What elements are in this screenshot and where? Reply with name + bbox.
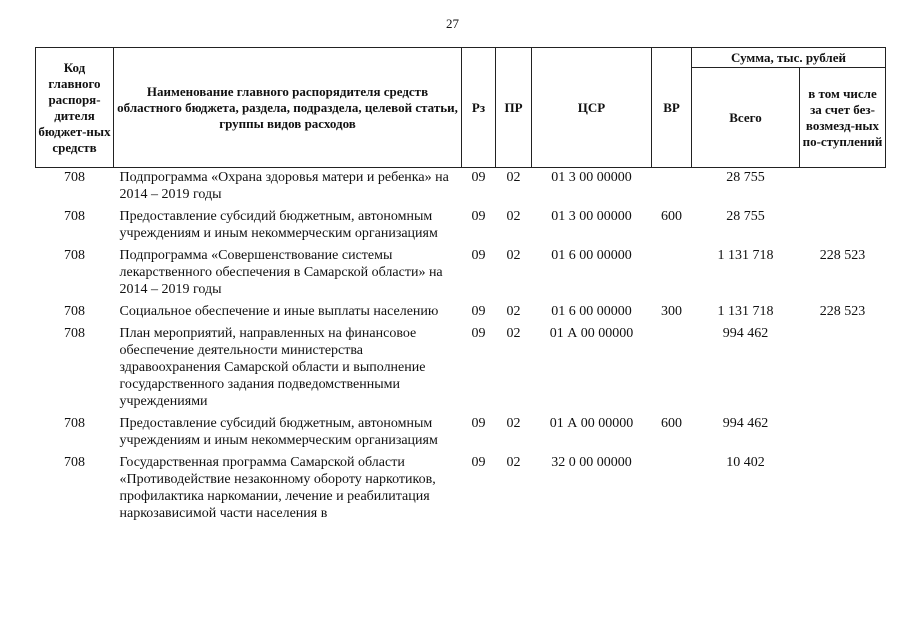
table-row <box>36 246 886 302</box>
csr-cell: 01 3 00 00000 <box>551 170 632 185</box>
total-cell: 28 755 <box>726 209 765 224</box>
total-cell: 994 462 <box>722 416 769 431</box>
pr-cell: 02 <box>506 416 521 431</box>
vr-cell: 300 <box>661 304 682 319</box>
header-rz: Рз <box>462 48 496 168</box>
code-cell: 708 <box>64 248 85 263</box>
pr-cell: 02 <box>506 170 521 185</box>
header-sum-group: Сумма, тыс. рублей <box>692 48 886 68</box>
rz-cell: 09 <box>471 326 486 341</box>
rz-cell: 09 <box>471 248 486 263</box>
code-cell: 708 <box>64 304 85 319</box>
code-cell: 708 <box>64 170 85 185</box>
total-cell: 1 131 718 <box>717 248 774 263</box>
table-row <box>36 453 886 526</box>
header-code: Код главного распоря-дителя бюджет-ных средств <box>36 48 114 168</box>
code-cell: 708 <box>64 455 85 470</box>
incl-cell <box>800 324 886 414</box>
table-row <box>36 414 886 453</box>
csr-cell: 01 3 00 00000 <box>551 209 632 224</box>
table-row <box>36 207 886 246</box>
incl-cell <box>800 168 886 208</box>
total-cell: 10 402 <box>726 455 765 470</box>
incl-cell <box>800 207 886 246</box>
code-cell: 708 <box>64 416 85 431</box>
header-incl: в том числе за счет без-возмезд-ных по-ступлений <box>800 68 886 168</box>
header-pr: ПР <box>496 48 532 168</box>
name-cell: Государственная программа Самарской области «Противодействие незаконному обороту наркотиков, профилактика наркомании, лечение и реабилитация наркозависимой части населения в <box>119 455 436 521</box>
name-cell: Предоставление субсидий бюджетным, автономным учреждениям и иным некоммерческим организациям <box>119 416 438 448</box>
code-cell: 708 <box>64 326 85 341</box>
vr-cell: 600 <box>661 416 682 431</box>
rz-cell: 09 <box>471 455 486 470</box>
header-vr: ВР <box>652 48 692 168</box>
table-row <box>36 302 886 324</box>
name-cell: Предоставление субсидий бюджетным, автономным учреждениям и иным некоммерческим организациям <box>119 209 438 241</box>
pr-cell: 02 <box>506 209 521 224</box>
pr-cell: 02 <box>506 248 521 263</box>
incl-cell <box>800 414 886 453</box>
incl-cell <box>800 453 886 526</box>
name-cell: Подпрограмма «Совершенствование системы лекарственного обеспечения в Самарской области» на 2014 – 2019 годы <box>119 248 443 297</box>
table-body <box>36 168 886 527</box>
vr-cell: 600 <box>661 209 682 224</box>
total-cell: 28 755 <box>726 170 765 185</box>
total-cell: 994 462 <box>722 326 769 341</box>
table-row <box>36 168 886 208</box>
header-name: Наименование главного распорядителя средств областного бюджета, раздела, подраздела, целевой статьи, группы видов расходов <box>114 48 462 168</box>
table-row <box>36 324 886 414</box>
csr-cell: 01 6 00 00000 <box>551 304 632 319</box>
rz-cell: 09 <box>471 209 486 224</box>
vr-cell <box>652 453 692 526</box>
name-cell: План мероприятий, направленных на финансовое обеспечение деятельности министерства здравоохранения Самарской области и выполнение государственного задания подведомственными учреждениями <box>119 326 426 409</box>
header-total: Всего <box>692 68 800 168</box>
name-cell: Социальное обеспечение и иные выплаты населению <box>119 304 439 319</box>
rz-cell: 09 <box>471 304 486 319</box>
header-csr: ЦСР <box>532 48 652 168</box>
budget-table <box>35 47 886 526</box>
pr-cell: 02 <box>506 304 521 319</box>
pr-cell: 02 <box>506 455 521 470</box>
vr-cell <box>652 246 692 302</box>
vr-cell <box>652 168 692 208</box>
code-cell: 708 <box>64 209 85 224</box>
pr-cell: 02 <box>506 326 521 341</box>
csr-cell: 01 А 00 00000 <box>549 416 634 431</box>
incl-cell: 228 523 <box>819 304 866 319</box>
total-cell: 1 131 718 <box>717 304 774 319</box>
vr-cell <box>652 324 692 414</box>
rz-cell: 09 <box>471 416 486 431</box>
csr-cell: 01 6 00 00000 <box>551 248 632 263</box>
rz-cell: 09 <box>471 170 486 185</box>
csr-cell: 32 0 00 00000 <box>551 455 632 470</box>
incl-cell: 228 523 <box>819 248 866 263</box>
name-cell: Подпрограмма «Охрана здоровья матери и ребенка» на 2014 – 2019 годы <box>119 170 449 202</box>
csr-cell: 01 А 00 00000 <box>549 326 634 341</box>
page-number: 27 <box>446 16 459 31</box>
